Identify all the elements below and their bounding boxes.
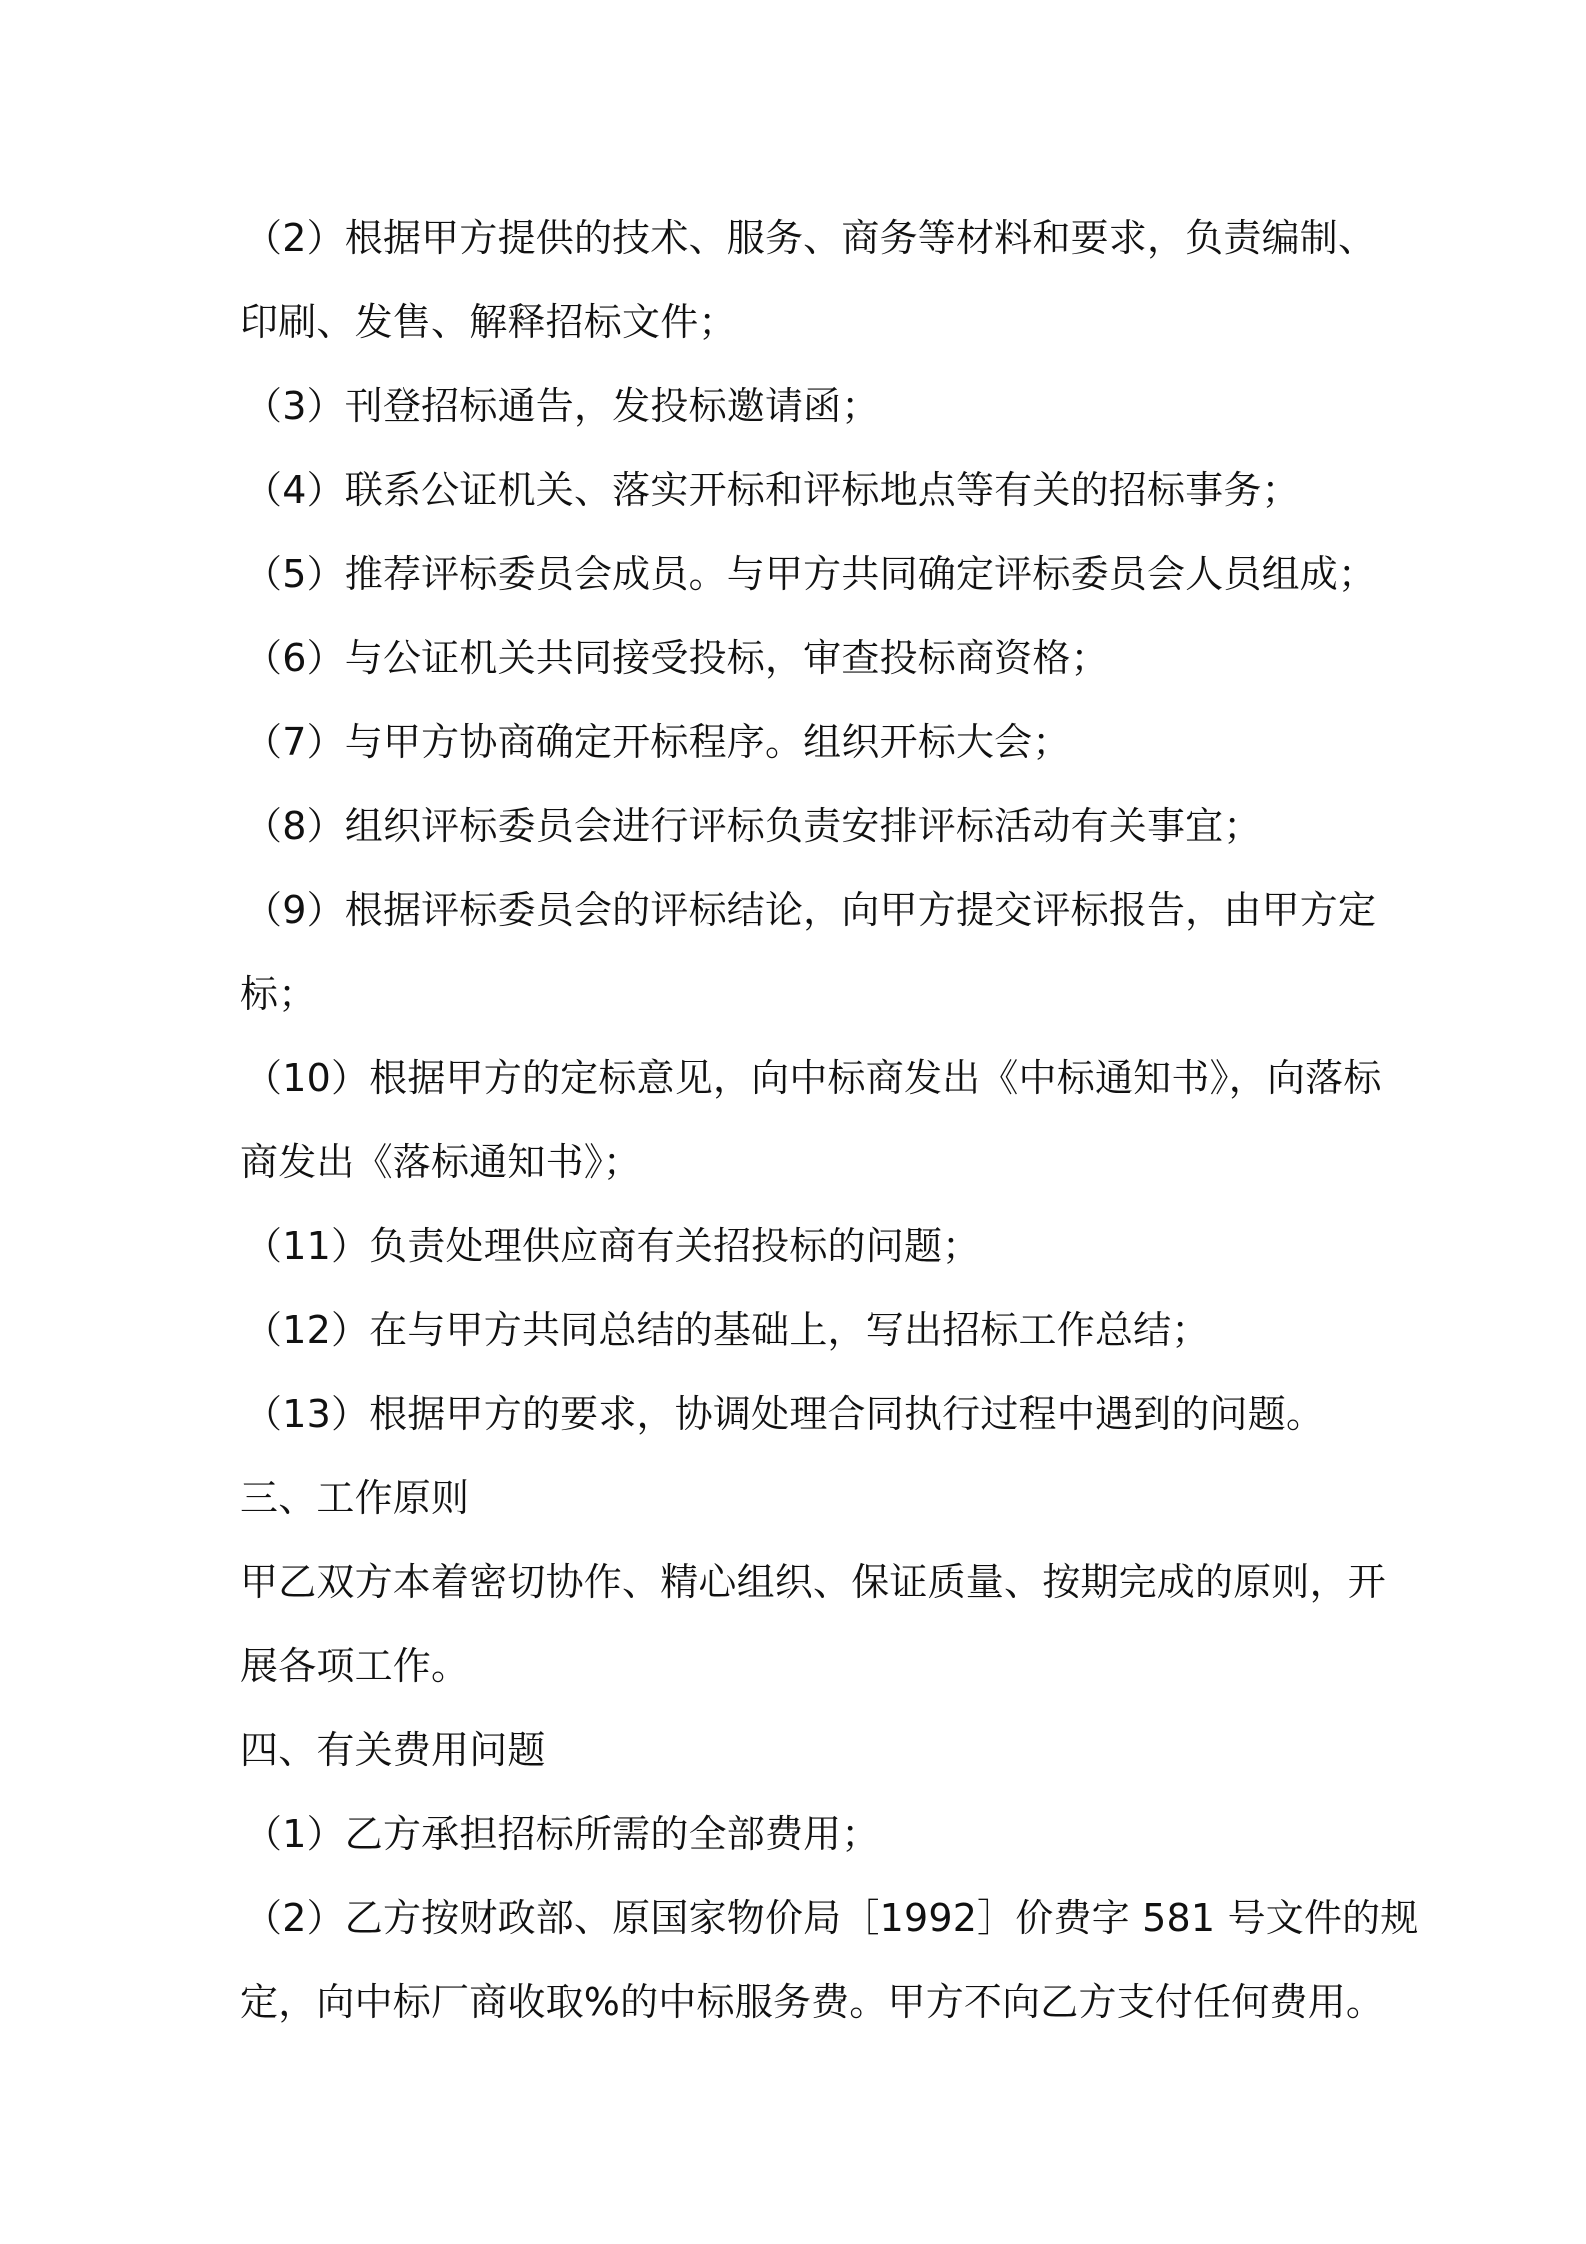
- list-item-8: （8）组织评标委员会进行评标负责安排评标活动有关事宜；: [244, 804, 1262, 848]
- section-heading-4: 四、有关费用问题: [240, 1728, 546, 1772]
- list-item-6: （6）与公证机关共同接受投标，审查投标商资格；: [244, 636, 1109, 680]
- list-item-9: （9）根据评标委员会的评标结论，向甲方提交评标报告，由甲方定: [244, 888, 1377, 932]
- list-item-3: （3）刊登招标通告，发投标邀请函；: [244, 384, 880, 428]
- list-item-10-continued: 商发出《落标通知书》；: [240, 1140, 642, 1184]
- list-item-11: （11）负责处理供应商有关招投标的问题；: [244, 1224, 981, 1268]
- document-body: [240, 196, 1419, 2044]
- list-item-4: （4）联系公证机关、落实开标和评标地点等有关的招标事务；: [244, 468, 1300, 512]
- section-3-paragraph: 甲乙双方本着密切协作、精心组织、保证质量、按期完成的原则，开: [240, 1560, 1387, 1604]
- list-item-7: （7）与甲方协商确定开标程序。组织开标大会；: [244, 720, 1071, 764]
- fee-item-2-continued: 定，向中标厂商收取%的中标服务费。甲方不向乙方支付任何费用。: [240, 1980, 1385, 2024]
- section-heading-3: 三、工作原则: [240, 1476, 470, 1520]
- list-item-2: （2）根据甲方提供的技术、服务、商务等材料和要求，负责编制、: [244, 216, 1377, 260]
- list-item-9-continued: 标；: [240, 972, 317, 1016]
- list-item-10: （10）根据甲方的定标意见，向中标商发出《中标通知书》，向落标: [244, 1056, 1382, 1100]
- list-item-2-continued: 印刷、发售、解释招标文件；: [240, 300, 737, 344]
- fee-item-2: （2）乙方按财政部、原国家物价局［1992］价费字 581 号文件的规: [244, 1896, 1419, 1940]
- list-item-13: （13）根据甲方的要求，协调处理合同执行过程中遇到的问题。: [244, 1392, 1325, 1436]
- list-item-5: （5）推荐评标委员会成员。与甲方共同确定评标委员会人员组成；: [244, 552, 1377, 596]
- fee-item-1: （1）乙方承担招标所需的全部费用；: [244, 1812, 880, 1856]
- section-3-paragraph-continued: 展各项工作。: [240, 1644, 470, 1688]
- list-item-12: （12）在与甲方共同总结的基础上，写出招标工作总结；: [244, 1308, 1210, 1352]
